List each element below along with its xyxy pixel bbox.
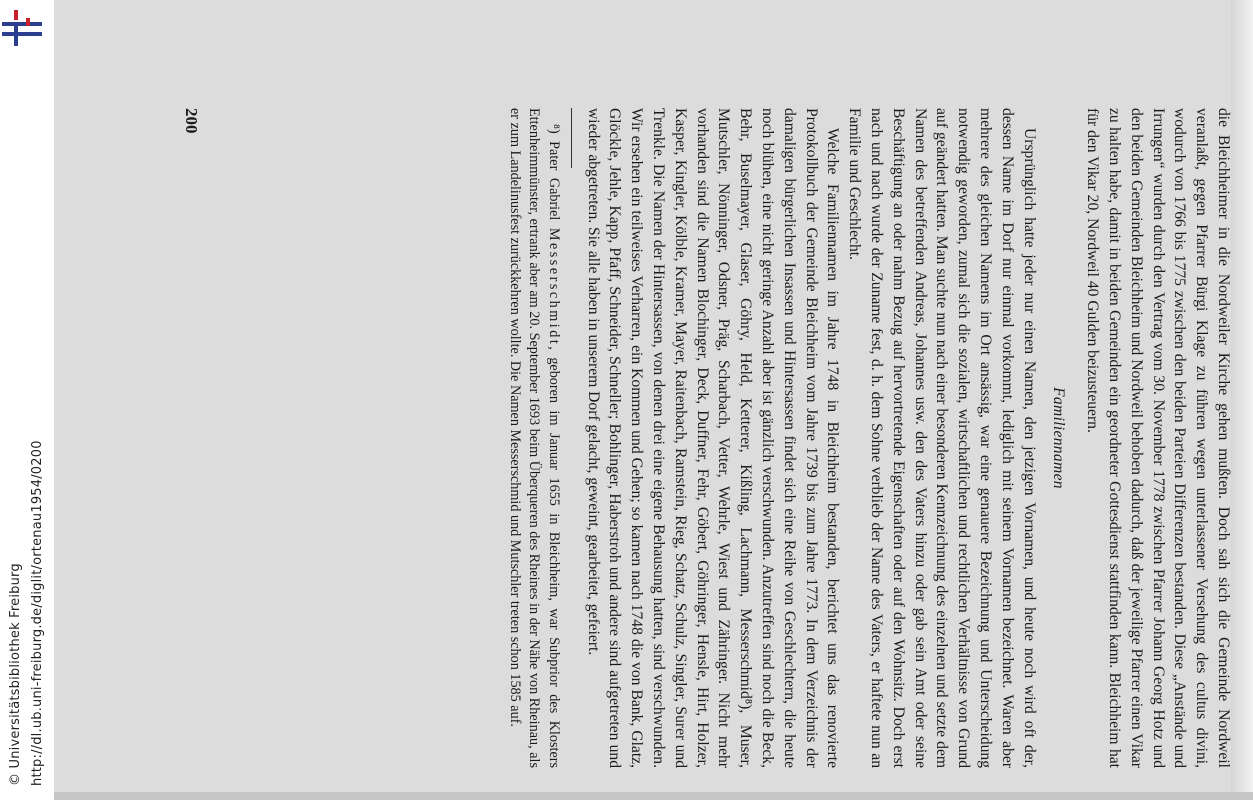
footnote	[504, 108, 563, 768]
section-heading: Familiennamen	[1050, 387, 1068, 489]
scanned-page	[54, 0, 1253, 800]
page-edge	[1231, 0, 1253, 800]
footnote-lead: ⁸) Pater Gabriel	[545, 124, 562, 228]
ub-freiburg-logo-icon	[0, 8, 44, 52]
copyright-notice: © Universitätsbibliothek Freiburg	[8, 563, 23, 786]
footnote-divider	[571, 108, 572, 168]
footnote-text: , geboren im Januar 1655 in Bleichheim, war Subprior des Klosters Ettenheimmünster, ertrank aber am 20. September 1693 beim Überqueren des Rheines in der Nähe von Rheinau, als er zum Landelinusfest zurückkehren wollte. Die Namen Messerschmid und Mutschler treten schon 1585 auf.	[506, 108, 562, 768]
viewer-margin	[0, 0, 54, 800]
page-text-block	[154, 108, 1234, 768]
page-number: 200	[182, 108, 201, 134]
footnote-name: Messerschmidt	[545, 227, 562, 347]
body-paragraph-2: Welche Familiennamen im Jahre 1748 in Bleichheim bestanden, berichtet uns das renovierte Protokollbuch der Gemeinde Bleichheim vom Jahre 1739 bis zum Jahre 1773. In dem Verzeichnis der damaligen bürgerlichen Insassen und Hintersassen findet sich eine Reihe von Geschlechtern, die heute noch blühen, eine nicht geringe Anzahl aber ist gänzlich verschwunden. Anzutreffen sind noch die Beck, Behr, Buselmayer, Glaser, Göhry, Held, Ketterer, Kißling, Lachmann, Messerschmid⁸), Muser, Mutschler, Nönninger, Odsner, Präg, Scharbach, Vetter, Wehrle, Wiest und Zähringer. Nicht mehr vorhanden sind die Namen Blochinger, Deck, Duffner, Fehr, Göbert, Göhringer, Hensle, Hirt, Holzer, Kasper, Kingler, Kölble, Kramer, Mayer, Raitenbach, Ramstein, Rieg, Schatz, Schulz, Singler, Surer und Trenkle. Die Namen der Hintersassen, von denen drei eine eigene Behausung hatten, sind verschwunden. Wir ersehen ein teilweises Verharren, ein Kommen und Gehen; so kamen nach 1748 die von Bank, Glatz, Glöckle, Jehle, Kapp, Pfaff, Schneider, Schneller; Bohlinger, Haberstroh und andere sind aufgetreten und wieder abgetreten. Sie alle haben in unserem Dorf gelacht, geweint, gearbeitet, gefeiert.	[584, 108, 842, 768]
body-paragraph-1: Ursprünglich hatte jeder nur einen Namen, den jetzigen Vornamen, und heute noch wird oft der, dessen Name im Dorf nur einmal vorkommt, lediglich mit seinem Vornamen bezeichnet. Waren aber mehrere des gleichen Namens im Ort ansässig, war eine genauere Bezeichnung und Unterscheidung notwendig geworden, zumal sich die sozialen, wirtschaftlichen und rechtlichen Verhältnisse von Grund auf geändert hatten. Man suchte nun nach einer besonderen Kennzeichnung des einzelnen und setzte dem Namen des betreffenden Andreas, Johannes usw. den des Vaters hinzu oder gab sein Amt oder seine Beschäftigung an oder nahm Bezug auf hervortretende Eigenschaften oder auf den Wohnsitz. Doch erst nach und nach wurde der Zuname fest, d. h. dem Sohne verblieb der Name des Vaters, er haftete nun an Familie und Geschlecht.	[846, 108, 1038, 768]
intro-paragraph: die Bleichheimer in die Nordweiler Kirche gehen mußten. Doch sah sich die Gemeinde Nordweil veranlaßt, gegen Pfarrer Bürgi Klage zu führen wegen unterlassener Versehung des cultus divini, wodurch von 1766 bis 1775 zwischen den beiden Parteien Differenzen bestanden. Diese „Anstände und Irrungen“ wurden durch den Vertrag vom 30. November 1778 zwischen Pfarrer Johann Georg Hotz und den beiden Gemeinden Bleichheim und Nordweil behoben dadurch, daß der jeweilige Pfarrer einen Vikar zu halten habe, damit in beiden Gemeinden ein geordneter Gottesdienst stattfinden kann. Bleichheim hat für den Vikar 20, Nordweil 40 Gulden beizusteuern.	[1084, 108, 1232, 768]
page-edge-bottom	[54, 792, 1253, 800]
source-url[interactable]: http://dl.ub.uni-freiburg.de/diglit/ortenau1954/0200	[30, 440, 45, 786]
